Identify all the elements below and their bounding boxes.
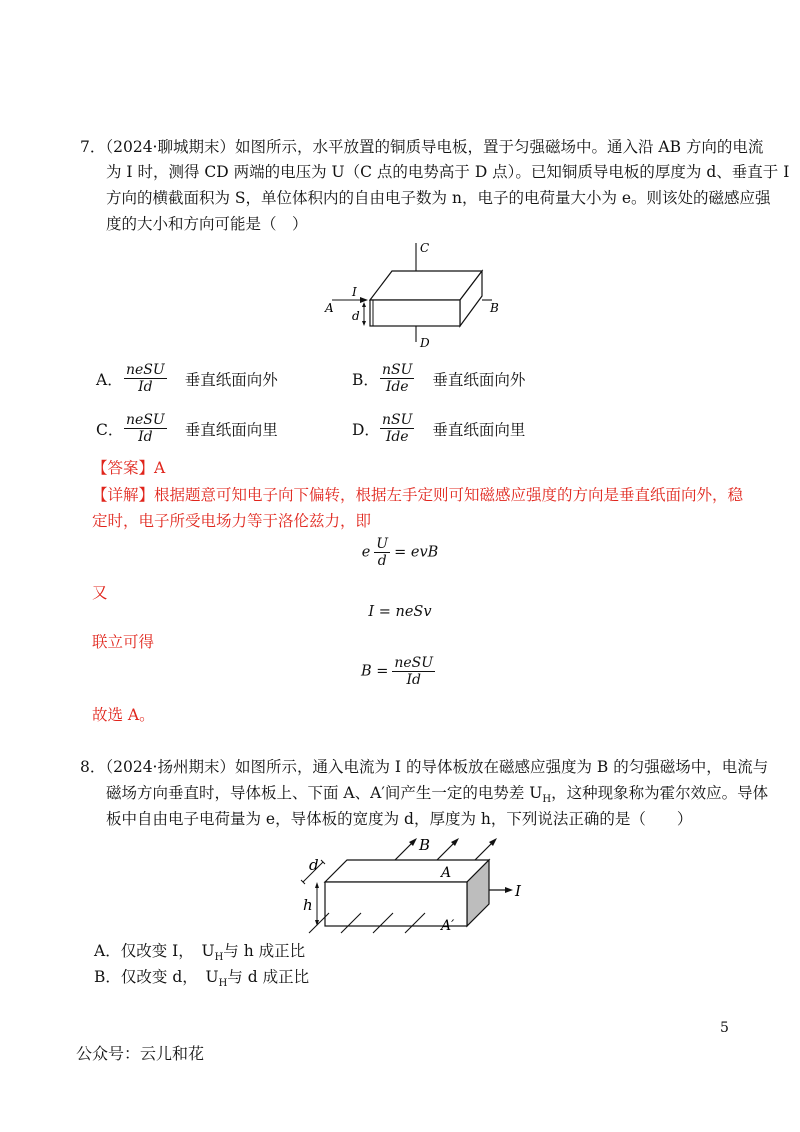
q7-fig-label-d: D xyxy=(420,336,430,350)
q7-fig-label-b: B xyxy=(490,301,499,315)
q8-fig-label-i: I xyxy=(515,882,521,900)
q8-fig-top-face xyxy=(325,860,489,882)
q8-option-a[interactable]: A．仅改变 I， $U_H$与 h 成正比 xyxy=(94,942,306,964)
q7-you: 又 xyxy=(92,584,108,602)
q7-conclusion: 故选 A。 xyxy=(92,706,155,724)
q8-fig-label-d: d xyxy=(309,856,319,874)
q7-line-2: 为 I 时，测得 CD 两端的电压为 U（C 点的电势高于 D 点）。已知铜质导电板的厚度为 d、垂直于 I xyxy=(106,163,790,181)
option-direction: 垂直纸面向里 xyxy=(184,420,278,439)
q7-fig-d-arrow-up xyxy=(362,302,366,307)
q8-fig-label-a-prime: A′ xyxy=(441,918,455,934)
q7-figure xyxy=(320,238,510,353)
q8-line-1: 8．（2024·扬州期末）如图所示，通入电流为 I 的导体板放在磁感应强度为 B 的匀强磁场中，电流与 xyxy=(80,758,769,776)
q7-fig-front-face xyxy=(370,300,460,326)
q8-fig-label-h: h xyxy=(303,896,313,914)
option-direction: 垂直纸面向里 xyxy=(432,420,526,439)
q8-line-3: 板中自由电子电荷量为 e，导体板的宽度为 d，厚度为 h，下列说法正确的是（ ） xyxy=(106,810,693,828)
q7-line-3: 方向的横截面积为 S，单位体积内的自由电子数为 n，电子的电荷量大小为 e。则该处的磁感应强 xyxy=(106,189,771,207)
q8-option-b[interactable]: B．仅改变 d， $U_H$与 d 成正比 xyxy=(94,968,310,990)
option-label: D． xyxy=(352,420,380,439)
q8-line-2: 磁场方向垂直时，导体板上、下面 A、A′间产生一定的电势差 $U_H$，这种现象称为霍尔效应。导体 xyxy=(106,784,769,806)
option-fraction: $\frac{\text{nSU}}{\text{Ide}}$ xyxy=(382,412,413,445)
q8-fig-label-b: B xyxy=(419,836,431,854)
q7-detail-1: 【详解】根据题意可知电子向下偏转，根据左手定则可知磁感应强度的方向是垂直纸面向外，稳 xyxy=(92,486,744,504)
q8-figure xyxy=(295,832,535,937)
q7-fig-label-c: C xyxy=(420,241,430,255)
option-fraction: $\frac{\text{neSU}}{Id}$ xyxy=(126,362,165,395)
q7-fig-label-i: I xyxy=(352,285,357,299)
q7-line-4: 度的大小和方向可能是（ ） xyxy=(106,215,308,233)
q7-line-1: 7．（2024·聊城期末）如图所示，水平放置的铜质导电板，置于匀强磁场中。通入沿 AB 方向的电流 xyxy=(80,138,764,156)
q7-option-b[interactable] xyxy=(352,362,525,395)
q7-option-d[interactable] xyxy=(352,412,525,445)
option-label: A． xyxy=(96,370,123,389)
q7-lianli: 联立可得 xyxy=(92,633,155,651)
page-number: 5 xyxy=(720,1020,729,1036)
q7-answer: 【答案】A xyxy=(92,459,166,477)
q7-fig-label-a: A xyxy=(325,301,334,315)
option-direction: 垂直纸面向外 xyxy=(432,370,526,389)
option-fraction: $\frac{\text{nSU}}{\text{Ide}}$ xyxy=(382,362,413,395)
option-fraction: $\frac{\text{neSU}}{Id}$ xyxy=(126,412,165,445)
option-label: B． xyxy=(352,370,379,389)
q7-option-a[interactable] xyxy=(96,362,278,395)
q7-equation-3: B = $\frac{\text{neSU}}{Id}$ xyxy=(360,655,434,688)
option-label: C． xyxy=(96,420,124,439)
q8-fig-current-arrow xyxy=(505,887,513,893)
q7-detail-2: 定时，电子所受电场力等于洛伦兹力，即 xyxy=(92,512,372,530)
q7-option-c[interactable] xyxy=(96,412,278,445)
q7-equation-2: I = neSv xyxy=(368,604,432,620)
q8-fig-label-a: A xyxy=(441,865,452,881)
option-direction: 垂直纸面向外 xyxy=(184,370,278,389)
q7-equation-1: e $\frac{U}{d}$ = evB xyxy=(361,536,439,569)
footer-text: 公众号：云儿和花 xyxy=(76,1044,205,1063)
q7-fig-d-arrow-down xyxy=(362,321,366,326)
q7-fig-label-dim: d xyxy=(352,309,360,323)
